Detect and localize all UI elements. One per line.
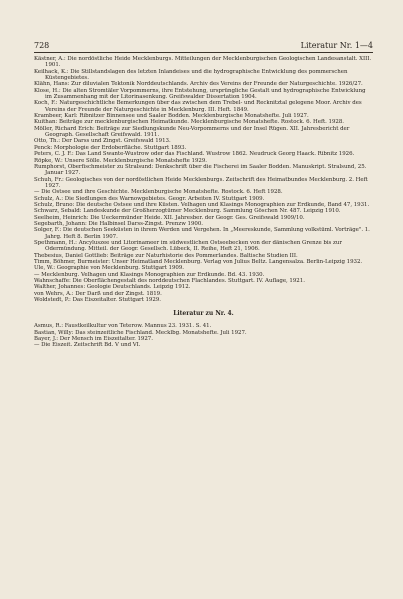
bibliography-entries <box>34 56 373 303</box>
section-entries <box>34 323 373 348</box>
bibliography-entry: Schwarz, Sebald: Landeskunde der Großherzogtümer Mecklenburg. Sammlung Göschen Nr. 487. Leipzig 1910. <box>34 208 341 215</box>
bibliography <box>34 56 373 349</box>
bibliography-entry: Bayer, J.: Der Mensch im Eiszeitalter. 1927. <box>34 336 153 343</box>
bibliography-entry: Klose, H.: Die alten Stromtäler Vorpommerns, ihre Entstehung, ursprüngliche Gestalt und hydrographische Entwicklung im Zusammenhang mit der Litorinasenkung. Greifswalder Dissertation 1904. <box>34 87 366 101</box>
bibliography-entry: Peters, C. J. F.: Das Land Swante-Wustrow oder das Fischland. Wustrow 1862. Neudruck Georg Haack. Ribnitz 1926. <box>34 151 355 158</box>
bibliography-entry: Krambeer, Karl: Ribnitzer Binnensee und Saaler Bodden. Mecklenburgische Monatshefte. Juli 1927. <box>34 113 309 120</box>
bibliography-entry: von Wehrs, A.: Der Darß und der Zingst. 1819. <box>34 290 162 297</box>
bibliography-entry: Keilhack, K.: Die Stillstandslagen des letzten Inlandeises und die hydrographische Entwicklung des pommerschen Küstengebietes. <box>34 68 348 82</box>
bibliography-entry: Otto, Th.: Der Darss und Zingst. Greifswald 1913. <box>34 138 171 145</box>
bibliography-entry: Kuithan: Beiträge zur mecklenburgischen Heimatkunde. Mecklenburgische Monatshefte. Rostock. 6. Heft. 1928. <box>34 119 344 126</box>
bibliography-entry: Solger, F.: Die deutschen Seeküsten in ihrem Werden und Vergehen. In „Meereskunde, Sammlung volkstüml. Vorträge". 1. Jahrg. Heft 8. Berlin 1907. <box>34 227 370 240</box>
bibliography-entry: Wahnschaffe: Die Oberflächengestalt des norddeutschen Flachlandes. Stuttgart. IV. Auflage, 1921. <box>34 278 305 285</box>
bibliography-entry: Schulz, A.: Die Siedlungen des Warnowgebietes. Geogr. Arbeiten IV. Stuttgart 1909. <box>34 195 265 202</box>
bibliography-entry: Ule, W.: Geographie von Mecklenburg. Stuttgart 1909. <box>34 265 184 272</box>
page-header <box>34 41 373 51</box>
bibliography-entry: — Die Ostsee und ihre Geschichte. Mecklenburgische Monatshefte. Rostock. 6. Heft 1928. <box>34 189 283 196</box>
bibliography-entry: Asmus, R.: Faustkeilkultur von Teterow. Mannus 23. 1931. S. 41. <box>34 323 212 330</box>
bibliography-entry: Walther, Johannes: Geologie Deutschlands. Leipzig 1912. <box>34 284 191 291</box>
bibliography-entry: Bastian, Willy: Das steinzeitliche Fischland. Mecklbg. Monatshefte. Juli 1927. <box>34 329 247 336</box>
bibliography-entry: Seelheim, Heinrich: Die Ueckermünder Heide. XII. Jahresber. der Geogr. Ges. Greifswald 1909/10. <box>34 214 305 221</box>
bibliography-entry: Kästner, A.: Die nordöstliche Heide Mecklenburgs. Mitteilungen der Mecklenburgischen Geologischen Landesanstalt. XIII. 1901. <box>34 56 372 69</box>
bibliography-entry: Segebarth, Johann: Die Halbinsel Darss-Zingst. Prenzw 1900. <box>34 220 203 227</box>
bibliography-entry: Penck: Morphologie der Erdoberfläche. Stuttgart 1893. <box>34 144 187 151</box>
bibliography-entry: Möller, Richard Erich: Beiträge zur Siedlungskunde Neu-Vorpommerns und der Insel Rügen. XII. Jahresbericht der Geograph. Gesellschaft Greifswald. 1911. <box>34 125 350 139</box>
header-rule <box>34 52 373 53</box>
bibliography-entry: Schuh, Fr.: Geologisches von der nordöstlichen Heide Mecklenburgs. Zeitschrift des Heimatbundes Mecklenburg. 2. Heft 1927. <box>34 176 368 189</box>
section-title: Literatur zu Nr. 4. <box>173 310 234 318</box>
bibliography-entry: — Mecklenburg. Velhagen und Klasings Monographien zur Erdkunde. Bd. 43. 1930. <box>34 271 265 278</box>
bibliography-entry: Timm, Böhmer, Burmeister: Unser Heimatland Mecklenburg. Verlag von Julius Beltz. Langensalza. Berlin-Leipzig 1932. <box>34 259 363 265</box>
bibliography-entry: Schulz, Bruno: Die deutsche Ostsee und ihre Küsten. Velhagen und Klasings Monographien zur Erdkunde, Band 47, 1931. <box>34 201 370 208</box>
bibliography-entry: Klähn, Hans: Zur diluvialen Tektonik Norddeutschlands. Archiv des Vereins der Freunde der Naturgeschichte. 1926/27. <box>34 81 363 88</box>
bibliography-entry: Woldstedt, P.: Das Eiszeitalter. Stuttgart 1929. <box>34 297 161 304</box>
bibliography-entry: Röpke, W.: Unsere Sölle. Mecklenburgische Monatshefte 1929. <box>34 157 208 164</box>
bibliography-entry: Spethmann, H.: Ancyluszee und Litorinameer im südwestlichen Ostseebecken von der dänischen Grenze bis zur Odermündung. Mitteil. der Geogr. Gesellsch. Lübeck, II. Reihe, Heft 21, 1906. <box>34 239 342 253</box>
bibliography-entry: Thebesius, Daniel Gottlieb: Beiträge zur Naturhistorie des Pommerlandes. Baltische Studien III. <box>34 252 298 259</box>
page-number: 728 <box>34 41 50 50</box>
bibliography-entry: — Die Eiszeit. Zeitschrift Bd. V und VI. <box>34 342 141 349</box>
running-title: Literatur Nr. 1—4 <box>300 41 373 50</box>
bibliography-entry: Rumphorst, Oberfischmeister zu Stralsund: Denkschrift über die Fischerei im Saaler Bodden. Manuskript. Stralsund, 25. Januar 1927. <box>34 163 367 177</box>
bibliography-entry: Koch, F.: Naturgeschichtliche Bemerkungen über das zwischen dem Trebel- und Recknitztal gelegene Moor. Archiv des Vereins der Freunde der Naturgeschichte in Mecklenburg. III. Heft. 1849. <box>34 100 362 113</box>
